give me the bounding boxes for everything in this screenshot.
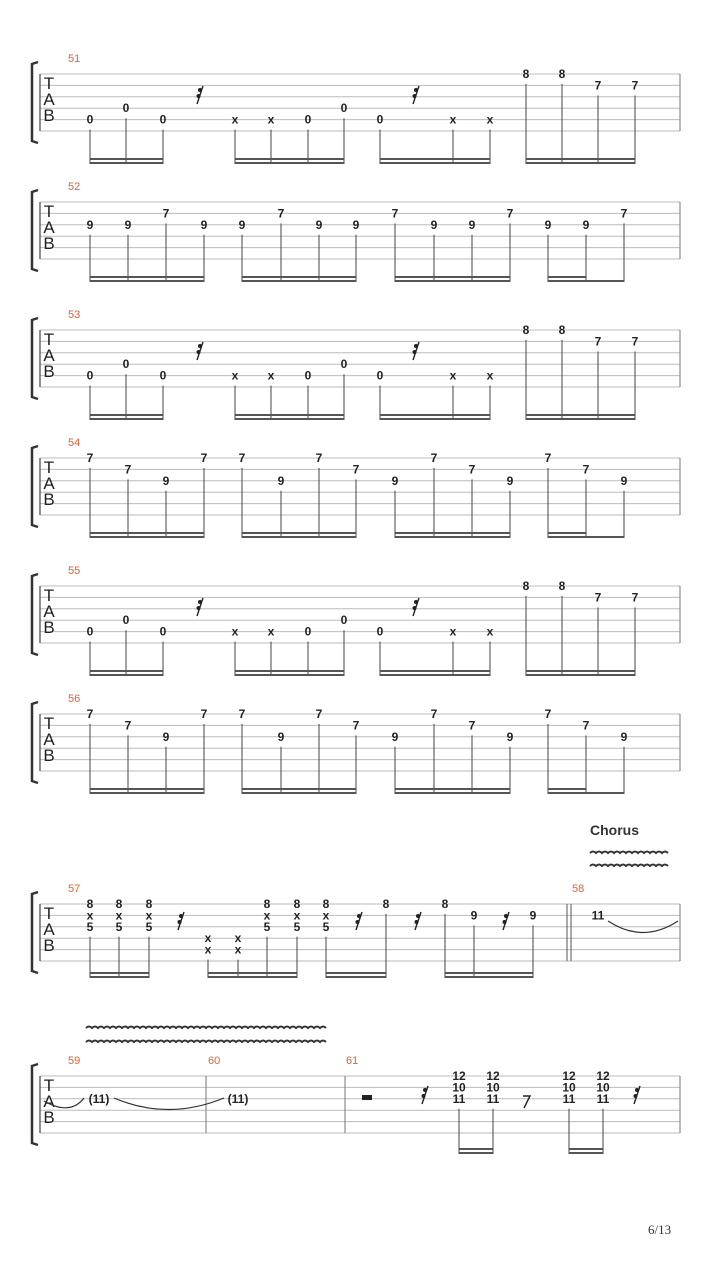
fret-number: 0: [340, 101, 348, 116]
fret-number: 5: [263, 919, 271, 934]
fret-number: 5: [145, 919, 153, 934]
beam: [90, 792, 204, 794]
system-bracket: [32, 446, 38, 527]
fret-number: x: [86, 908, 94, 923]
beam: [548, 792, 624, 794]
fret-number: 9: [162, 473, 170, 488]
fret-number: 11: [452, 1091, 466, 1106]
clef-letter-b: B: [43, 746, 55, 765]
beam: [326, 972, 386, 974]
rest-dot: [504, 914, 508, 918]
fret-number: 0: [86, 624, 94, 639]
fret-number: 8: [293, 897, 301, 911]
beam: [242, 276, 356, 278]
fret-number: 8: [522, 67, 530, 81]
system-bracket: [32, 62, 38, 143]
half-rest: [362, 1095, 372, 1100]
beam: [90, 414, 163, 416]
beam: [90, 158, 163, 160]
beam: [526, 162, 635, 164]
fret-number: 9: [86, 217, 94, 232]
beam: [90, 670, 163, 672]
fret-number: (11): [88, 1091, 110, 1106]
beam: [235, 418, 344, 420]
clef-letter-b: B: [43, 234, 55, 253]
clef-letter-t: T: [43, 74, 55, 93]
system-bracket: [32, 1064, 38, 1145]
fret-number: 9: [277, 729, 285, 744]
rest-dot: [197, 94, 201, 98]
beam: [242, 536, 356, 538]
fret-number: x: [293, 908, 301, 923]
clef-letter-b: B: [43, 1108, 55, 1127]
fret-number: 9: [506, 473, 514, 488]
fret-number: 10: [596, 1080, 610, 1095]
fret-number: 9: [391, 473, 399, 488]
beam: [90, 162, 163, 164]
fret-number: x: [322, 908, 330, 923]
beam: [380, 414, 490, 416]
fret-number: 9: [506, 729, 514, 744]
beam: [380, 418, 490, 420]
beam: [90, 976, 149, 978]
fret-number: 9: [238, 217, 246, 232]
rest-dot: [416, 914, 420, 918]
fret-number: 8: [263, 897, 271, 911]
fret-number: 7: [544, 707, 552, 721]
fret-number: 9: [529, 908, 537, 923]
fret-number: 9: [620, 729, 628, 744]
fret-number: 8: [86, 897, 94, 911]
clef-letter-a: A: [43, 218, 55, 237]
beam: [395, 792, 510, 794]
clef-letter-b: B: [43, 106, 55, 125]
fret-number: 0: [159, 624, 167, 639]
fret-number: 0: [159, 112, 167, 127]
beam: [208, 972, 297, 974]
rest-dot: [413, 350, 417, 354]
beam: [242, 792, 356, 794]
beam: [526, 418, 635, 420]
fret-number: 7: [544, 451, 552, 465]
fret-number: 0: [86, 112, 94, 127]
fret-number: 9: [391, 729, 399, 744]
fret-number: 0: [304, 368, 312, 383]
beam: [548, 788, 586, 790]
beam: [445, 972, 533, 974]
rest-dot: [635, 1088, 639, 1092]
fret-number: x: [486, 368, 494, 383]
fret-number: x: [234, 931, 242, 946]
clef-letter-a: A: [43, 474, 55, 493]
beam: [90, 276, 204, 278]
fret-number: 7: [200, 707, 208, 721]
beam: [459, 1148, 493, 1150]
tie: [114, 1098, 224, 1110]
beam: [445, 976, 533, 978]
fret-number: 5: [322, 919, 330, 934]
fret-number: 7: [352, 462, 360, 477]
beam: [380, 162, 490, 164]
clef-letter-a: A: [43, 1092, 55, 1111]
clef-letter-t: T: [43, 458, 55, 477]
fret-number: 8: [115, 897, 123, 911]
fret-number: 7: [162, 206, 170, 221]
beam: [90, 280, 204, 282]
measure-number: 60: [208, 1055, 221, 1067]
rest-dot: [197, 350, 201, 354]
fret-number: x: [449, 112, 457, 127]
rest-dot: [413, 606, 417, 610]
clef-letter-t: T: [43, 586, 55, 605]
fret-number: 7: [430, 707, 438, 721]
tab-system: [32, 437, 680, 538]
system-bracket: [32, 574, 38, 655]
fret-number: 9: [620, 473, 628, 488]
clef-letter-a: A: [43, 920, 55, 939]
clef-letter-b: B: [43, 490, 55, 509]
measure-number: 53: [68, 309, 81, 321]
fret-number: 9: [468, 217, 476, 232]
fret-number: 5: [86, 919, 94, 934]
clef-letter-a: A: [43, 90, 55, 109]
rest-dot: [179, 914, 183, 918]
rest-dot: [423, 1088, 427, 1092]
beam: [548, 532, 586, 534]
fret-number: x: [204, 931, 212, 946]
fret-number: 7: [631, 590, 639, 605]
fret-number: 7: [430, 451, 438, 465]
fret-number: 10: [486, 1080, 500, 1095]
beam: [235, 670, 344, 672]
fret-number: 7: [86, 707, 94, 721]
rest-dot: [178, 920, 182, 924]
beam: [380, 670, 490, 672]
beam: [526, 670, 635, 672]
fret-number: x: [267, 624, 275, 639]
fret-number: 7: [315, 451, 323, 465]
measure-number: 52: [68, 181, 81, 193]
beam: [395, 280, 510, 282]
clef-letter-t: T: [43, 202, 55, 221]
section-label-chorus: Chorus: [590, 822, 639, 838]
clef-letter-b: B: [43, 362, 55, 381]
fret-number: 11: [596, 1091, 610, 1106]
fret-number: 11: [591, 908, 605, 923]
tab-system: [32, 181, 680, 282]
beam: [242, 280, 356, 282]
measure-number: 51: [68, 53, 81, 65]
fret-number: 7: [124, 718, 132, 733]
fret-number: 5: [293, 919, 301, 934]
fret-number: 7: [315, 707, 323, 721]
fret-number: 7: [582, 718, 590, 733]
fret-number: 9: [582, 217, 590, 232]
beam: [548, 536, 624, 538]
fret-number: 9: [162, 729, 170, 744]
fret-number: x: [486, 624, 494, 639]
clef-letter-b: B: [43, 936, 55, 955]
fret-number: x: [449, 368, 457, 383]
fret-number: 0: [376, 112, 384, 127]
clef-letter-b: B: [43, 618, 55, 637]
fret-number: 8: [322, 897, 330, 911]
tab-system: [32, 693, 680, 794]
beam: [459, 1152, 493, 1154]
clef-letter-a: A: [43, 730, 55, 749]
clef-letter-t: T: [43, 1076, 55, 1095]
fret-number: 11: [486, 1091, 500, 1106]
fret-number: 0: [122, 613, 130, 628]
fret-number: (11): [227, 1091, 249, 1106]
beam: [235, 162, 344, 164]
beam: [569, 1148, 603, 1150]
fret-number: 9: [352, 217, 360, 232]
beam: [395, 532, 510, 534]
clef-letter-t: T: [43, 714, 55, 733]
fret-number: x: [263, 908, 271, 923]
beam: [235, 674, 344, 676]
vibrato-mark: [86, 1041, 326, 1043]
tab-system: [32, 852, 680, 979]
beam: [380, 674, 490, 676]
fret-number: 12: [486, 1069, 500, 1083]
beam: [526, 674, 635, 676]
fret-number: x: [231, 624, 239, 639]
clef-letter-a: A: [43, 346, 55, 365]
fret-number: 8: [558, 579, 566, 593]
fret-number: x: [267, 368, 275, 383]
beam: [326, 976, 386, 978]
beam: [526, 158, 635, 160]
fret-number: x: [267, 112, 275, 127]
beam: [395, 276, 510, 278]
beam: [208, 976, 297, 978]
beam: [90, 532, 204, 534]
system-bracket: [32, 318, 38, 399]
rest-dot: [197, 606, 201, 610]
measure-number: 58: [572, 883, 585, 895]
beam: [90, 418, 163, 420]
vibrato-mark: [86, 1027, 326, 1029]
beam: [242, 532, 356, 534]
fret-number: 9: [430, 217, 438, 232]
fret-number: 7: [352, 718, 360, 733]
vibrato-mark: [590, 865, 668, 867]
measure-number: 54: [68, 437, 81, 449]
fret-number: x: [115, 908, 123, 923]
vibrato-mark: [590, 852, 668, 854]
fret-number: 7: [277, 206, 285, 221]
fret-number: 7: [506, 206, 514, 221]
fret-number: 8: [382, 897, 390, 911]
fret-number: 0: [304, 624, 312, 639]
tab-system: [32, 565, 680, 676]
clef-letter-t: T: [43, 904, 55, 923]
tab-system: [32, 53, 680, 164]
fret-number: 12: [562, 1069, 576, 1083]
beam: [235, 414, 344, 416]
beam: [526, 414, 635, 416]
fret-number: 7: [620, 206, 628, 221]
clef-letter-a: A: [43, 602, 55, 621]
fret-number: 0: [159, 368, 167, 383]
fret-number: 8: [522, 323, 530, 337]
beam: [548, 276, 586, 278]
fret-number: 8: [145, 897, 153, 911]
rest-dot: [503, 920, 507, 924]
fret-number: 10: [562, 1080, 576, 1095]
fret-number: x: [145, 908, 153, 923]
fret-number: 5: [115, 919, 123, 934]
fret-number: 7: [468, 462, 476, 477]
fret-number: 0: [340, 357, 348, 372]
fret-number: x: [231, 368, 239, 383]
fret-number: 7: [594, 590, 602, 605]
fret-number: 12: [452, 1069, 466, 1083]
rest-dot: [415, 920, 419, 924]
fret-number: 7: [391, 206, 399, 221]
clef-letter-t: T: [43, 330, 55, 349]
fret-number: 7: [631, 78, 639, 93]
fret-number: 7: [238, 451, 246, 465]
fret-number: 8: [522, 579, 530, 593]
fret-number: x: [449, 624, 457, 639]
fret-number: x: [234, 942, 242, 957]
beam: [395, 788, 510, 790]
fret-number: x: [486, 112, 494, 127]
fret-number: 7: [594, 78, 602, 93]
fret-number: 7: [582, 462, 590, 477]
fret-number: 9: [124, 217, 132, 232]
rest-dot: [198, 88, 202, 92]
fret-number: 12: [596, 1069, 610, 1083]
fret-number: 11: [562, 1091, 576, 1106]
fret-number: 7: [238, 707, 246, 721]
fret-number: 7: [594, 334, 602, 349]
fret-number: 0: [86, 368, 94, 383]
fret-number: 0: [122, 357, 130, 372]
fret-number: 7: [86, 451, 94, 465]
page-number: 6/13: [648, 1222, 672, 1237]
measure-number: 55: [68, 565, 81, 577]
beam: [395, 536, 510, 538]
beam: [90, 788, 204, 790]
rest-dot: [414, 600, 418, 604]
rest-dot: [414, 344, 418, 348]
fret-number: 9: [470, 908, 478, 923]
fret-number: 8: [558, 67, 566, 81]
fret-number: 7: [631, 334, 639, 349]
eighth-rest: [523, 1096, 530, 1108]
rest-dot: [414, 88, 418, 92]
measure-number: 56: [68, 693, 81, 705]
rest-dot: [198, 344, 202, 348]
fret-number: 9: [544, 217, 552, 232]
fret-number: 9: [277, 473, 285, 488]
beam: [380, 158, 490, 160]
tab-system: [32, 1027, 680, 1155]
rest-dot: [357, 914, 361, 918]
tab-system: [32, 309, 680, 420]
fret-number: 7: [468, 718, 476, 733]
measure-number: 57: [68, 883, 81, 895]
rest-dot: [634, 1094, 638, 1098]
beam: [569, 1152, 603, 1154]
system-bracket: [32, 190, 38, 271]
beam: [90, 972, 149, 974]
rest-dot: [422, 1094, 426, 1098]
beam: [90, 536, 204, 538]
fret-number: 0: [376, 624, 384, 639]
fret-number: x: [231, 112, 239, 127]
rest-dot: [198, 600, 202, 604]
fret-number: 9: [200, 217, 208, 232]
rest-dot: [356, 920, 360, 924]
fret-number: 0: [304, 112, 312, 127]
fret-number: 0: [122, 101, 130, 116]
beam: [548, 280, 624, 282]
system-bracket: [32, 702, 38, 783]
fret-number: x: [204, 942, 212, 957]
fret-number: 0: [376, 368, 384, 383]
fret-number: 8: [558, 323, 566, 337]
fret-number: 8: [441, 897, 449, 911]
rest-dot: [413, 94, 417, 98]
fret-number: 10: [452, 1080, 466, 1095]
beam: [242, 788, 356, 790]
measure-number: 61: [346, 1055, 359, 1067]
fret-number: 9: [315, 217, 323, 232]
fret-number: 7: [124, 462, 132, 477]
beam: [90, 674, 163, 676]
system-bracket: [32, 892, 38, 973]
fret-number: 0: [340, 613, 348, 628]
beam: [235, 158, 344, 160]
fret-number: 7: [200, 451, 208, 465]
measure-number: 59: [68, 1055, 81, 1067]
